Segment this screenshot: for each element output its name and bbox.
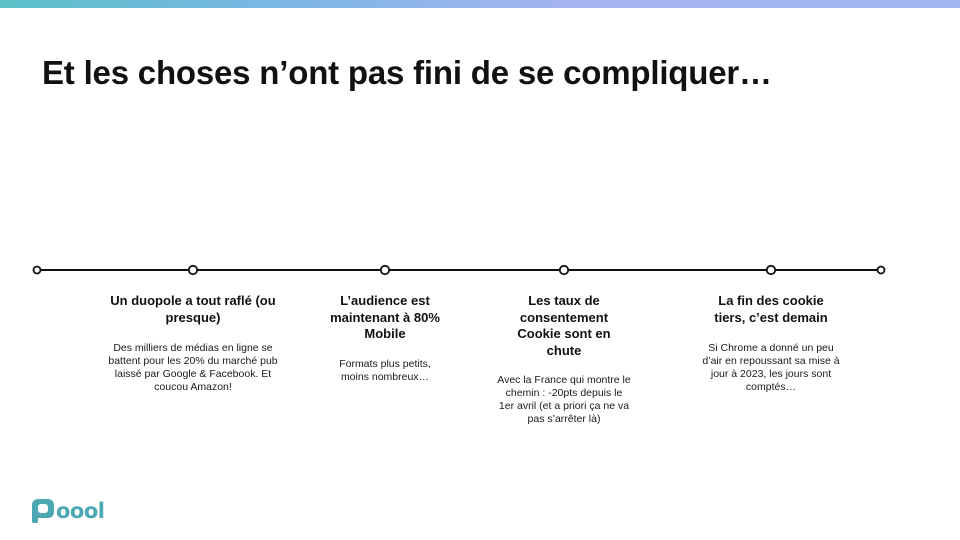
- milestone-description-4: Si Chrome a donné un peu d’air en repoussant sa mise à jour à 2023, les jours sont comptés…: [702, 342, 840, 393]
- timeline-dot-1: [189, 266, 197, 274]
- timeline-dot-4: [767, 266, 775, 274]
- timeline-dot-3: [560, 266, 568, 274]
- poool-logo-mark-icon: [31, 498, 55, 524]
- milestone-description-1: Des milliers de médias en ligne se battent pour les 20% du marché pub laissé par Google & Facebook. Et coucou Amazon!: [108, 342, 278, 393]
- timeline-end-dot: [878, 267, 885, 274]
- slide-title: Et les choses n’ont pas fini de se compliquer…: [42, 54, 772, 91]
- poool-logo: [31, 498, 104, 524]
- timeline-start-dot: [34, 267, 41, 274]
- milestone-title-3: Les taux de consentement Cookie sont en chute: [517, 293, 611, 358]
- milestone-description-3: Avec la France qui montre le chemin : -20pts depuis le 1er avril (et a priori ça ne va pas s’arrêter là): [497, 374, 631, 425]
- timeline-dot-2: [381, 266, 389, 274]
- poool-logo-text: oool: [56, 499, 105, 523]
- milestone-title-4: La fin des cookie tiers, c’est demain: [714, 293, 828, 325]
- milestone-title-2: L’audience est maintenant à 80% Mobile: [330, 293, 440, 341]
- milestone-title-1: Un duopole a tout raflé (ou presque): [110, 293, 276, 325]
- milestone-description-2: Formats plus petits, moins nombreux…: [339, 358, 431, 383]
